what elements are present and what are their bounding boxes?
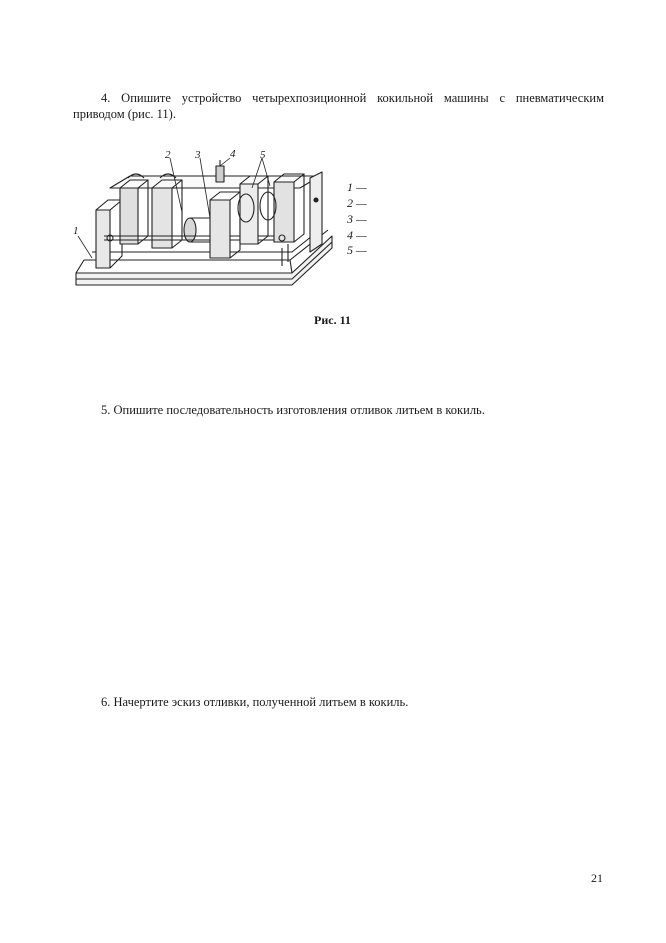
drawing-label-1: 1: [73, 225, 79, 237]
figure-casting-machine: [70, 148, 334, 303]
drawing-label-5: 5: [260, 149, 266, 161]
drawing-label-2: 2: [165, 149, 171, 161]
question-6: 6. Начертите эскиз отливки, полученной литьем в кокиль.: [101, 695, 409, 709]
figure-caption: Рис. 11: [314, 313, 351, 327]
legend-item-3: 3 —: [347, 212, 367, 226]
question-5: 5. Опишите последовательность изготовления отливок литьем в кокиль.: [101, 403, 485, 417]
legend-item-4: 4 —: [347, 228, 367, 242]
legend-item-2: 2 —: [347, 196, 367, 210]
page-number: 21: [591, 871, 603, 885]
machine-drawing: [70, 148, 334, 303]
question-4: 4. Опишите устройство четырехпозиционной кокильной машины с пневматическим приводом (рис. 11).: [73, 91, 604, 121]
drawing-label-4: 4: [230, 148, 236, 160]
drawing-label-3: 3: [195, 149, 201, 161]
legend-item-5: 5 —: [347, 243, 367, 257]
legend-item-1: 1 —: [347, 180, 367, 194]
